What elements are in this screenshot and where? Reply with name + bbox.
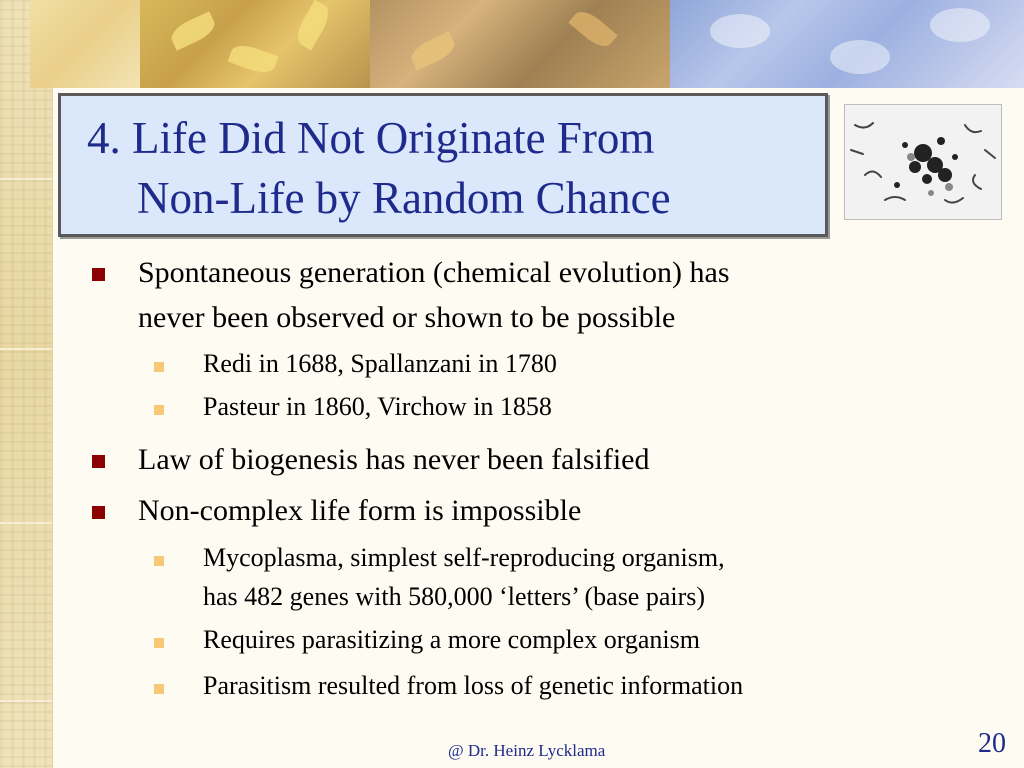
- sub-bullet-marker: [154, 556, 164, 566]
- banner-tile: [670, 0, 1024, 88]
- banner-tile: [370, 0, 670, 88]
- bullet-text-continued: never been observed or shown to be possible: [138, 301, 676, 334]
- banner-tile: [30, 0, 140, 88]
- slide-title: [58, 93, 828, 237]
- bullet-marker: [92, 506, 105, 519]
- banner-tile: [140, 0, 370, 88]
- bullet-text: Law of biogenesis has never been falsified: [138, 443, 650, 476]
- bullet-text: Non-complex life form is impossible: [138, 494, 582, 527]
- bullet-marker: [92, 455, 105, 468]
- sub-bullet-text: Requires parasitizing a more complex organism: [203, 625, 700, 654]
- sub-bullet-text: Mycoplasma, simplest self-reproducing organism,: [203, 543, 725, 572]
- strip-seam: [0, 348, 52, 350]
- sub-bullet-text: Redi in 1688, Spallanzani in 1780: [203, 349, 557, 378]
- sub-bullet-marker: [154, 638, 164, 648]
- sub-bullet-marker: [154, 362, 164, 372]
- bullet-text: Spontaneous generation (chemical evolution) has: [138, 256, 730, 289]
- title-line-2: Non-Life by Random Chance: [137, 173, 671, 223]
- decorative-banner: [30, 0, 1024, 88]
- sub-bullet-marker: [154, 405, 164, 415]
- strip-seam: [0, 700, 52, 702]
- title-line-1: 4. Life Did Not Originate From: [87, 113, 655, 163]
- slide-number: 20: [978, 728, 1006, 759]
- micrograph-image: [844, 104, 1002, 220]
- footer-credit: @ Dr. Heinz Lycklama: [448, 741, 606, 760]
- sub-bullet-marker: [154, 684, 164, 694]
- bullet-marker: [92, 268, 105, 281]
- decorative-side-strip: [0, 0, 53, 768]
- strip-seam: [0, 522, 52, 524]
- strip-seam: [0, 178, 52, 180]
- sub-bullet-text: Pasteur in 1860, Virchow in 1858: [203, 392, 552, 421]
- sub-bullet-text: Parasitism resulted from loss of genetic information: [203, 671, 744, 700]
- sub-bullet-text-continued: has 482 genes with 580,000 ‘letters’ (base pairs): [203, 582, 706, 611]
